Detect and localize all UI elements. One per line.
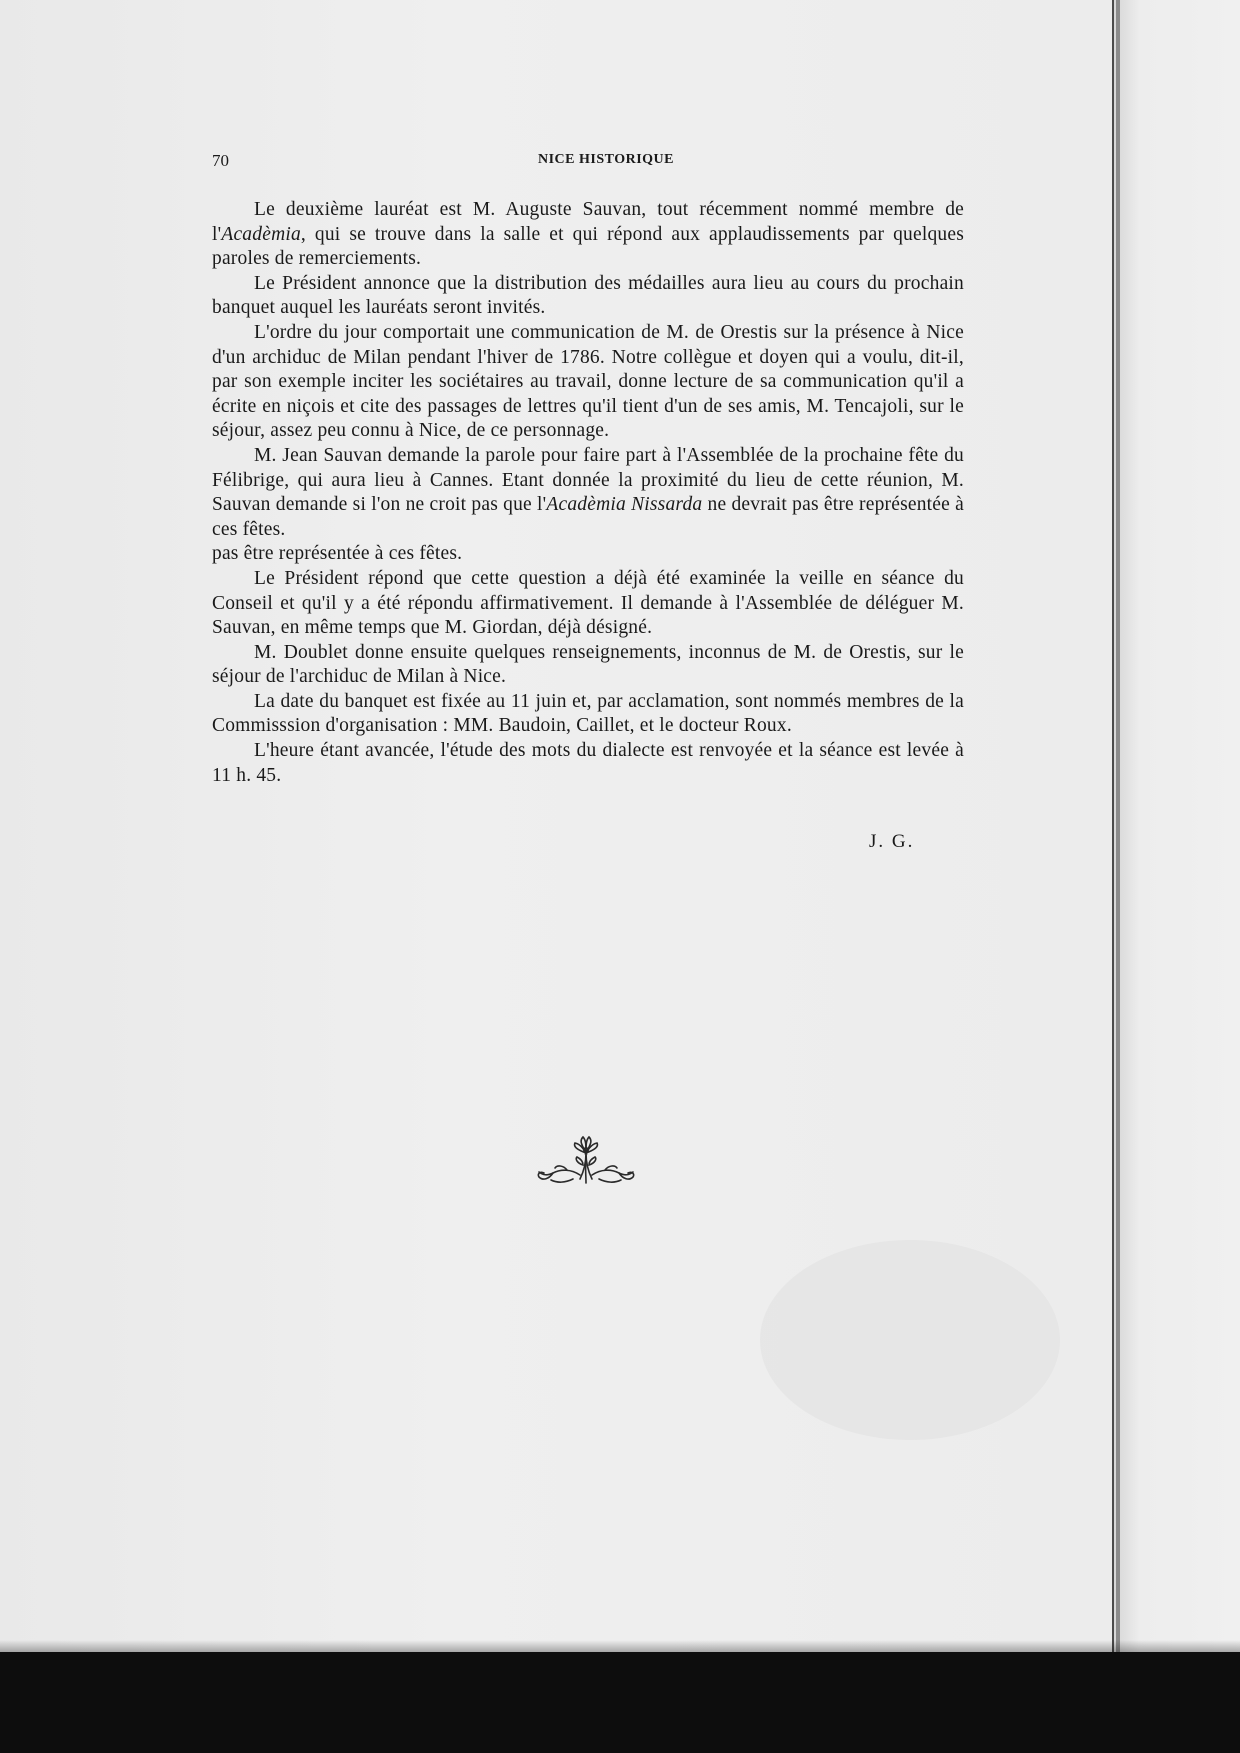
paragraph-banquet: La date du banquet est fixée au 11 juin et, par acclamation, sont nommés membres de la Commisssion d'organisation : MM. Baudoin, Caillet, et le docteur Roux. [212, 690, 964, 737]
paragraph-felibrige: M. Jean Sauvan demande la parole pour faire part à l'Assemblée de la prochaine fête du Félibrige, qui aura lieu à Cannes. Etant donnée la proximité du lieu de cette réunion, M. Sauvan demande si l'on ne croit pas que l'Acadèmia Nissarda ne devrait pas être représentée à ces fêtes. [212, 444, 964, 540]
adjacent-page-edge [1112, 0, 1240, 1652]
paragraph-laureat: Le deuxième lauréat est M. Auguste Sauvan, tout récemment nommé membre de l'Acadèmia, qui se trouve dans la salle et qui répond aux applaudissements par quelques paroles de remerciements. [212, 199, 964, 270]
scanner-border [0, 1652, 1240, 1753]
paragraph-doublet: M. Doublet donne ensuite quelques renseignements, inconnus de M. de Orestis, sur le séjour de l'archiduc de Milan à Nice. [212, 641, 964, 688]
article-body [212, 198, 964, 788]
paragraph-duplicate-line: pas être représentée à ces fêtes. [212, 543, 463, 565]
page-number: 70 [212, 151, 229, 170]
page-header [212, 151, 970, 175]
bleed-through-shadow [760, 1240, 1060, 1440]
author-initials: J. G. [869, 831, 915, 852]
paragraph-cloture: L'heure étant avancée, l'étude des mots du dialecte est renvoyée et la séance est levée à 11 h. 45. [212, 740, 964, 786]
running-title: NICE HISTORIQUE [537, 152, 674, 167]
paragraph-ordre-du-jour: L'ordre du jour comportait une communication de M. de Orestis sur la présence à Nice d'un archiduc de Milan pendant l'hiver de 1786. Notre collègue et doyen qui a voulu, dit-il, par son exemple inciter les sociétaires au travail, donne lecture de sa communication qu'il a écrite en niçois et cite des passages de lettres qu'il tient d'un de ses amis, M. Tencajoli, sur le séjour, assez peu connu à Nice, de ce personnage. [212, 321, 964, 442]
paragraph-distribution: Le Président annonce que la distribution des médailles aura lieu au cours du prochain banquet auquel les lauréats seront invités. [212, 272, 964, 319]
floral-vignette-icon [533, 1135, 639, 1187]
binding-shadow [1116, 0, 1120, 1652]
paragraph-reponse-president: Le Président répond que cette question a déjà été examinée la veille en séance du Conseil et qu'il y a été répondu affirmativement. Il demande à l'Assemblée de déléguer M. Sauvan, en même temps que M. Giordan, déjà désigné. [212, 567, 964, 639]
